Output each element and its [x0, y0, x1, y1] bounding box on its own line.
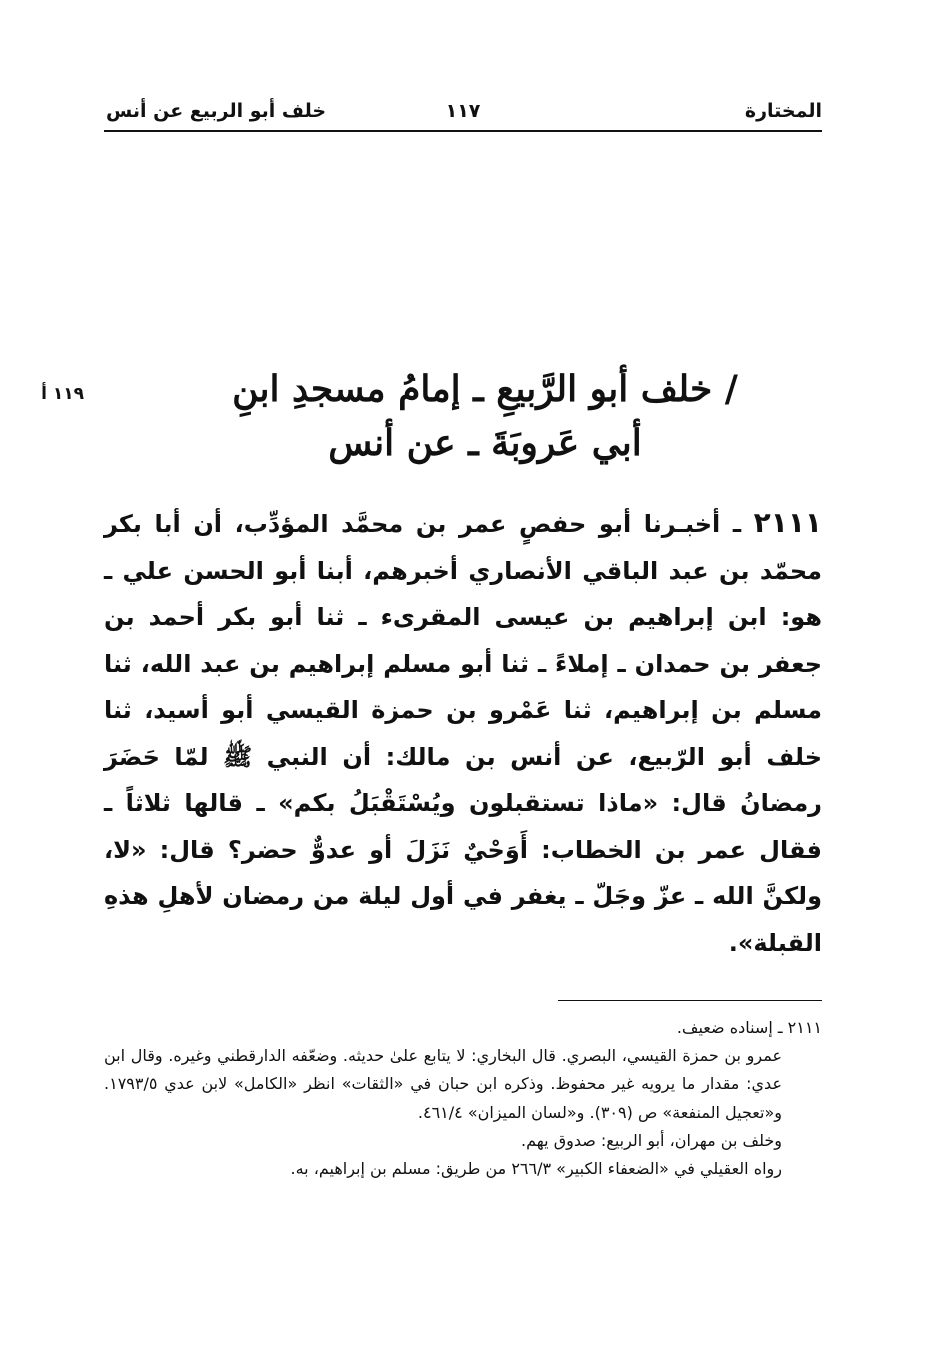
footnote-head: ٢١١١ ـ إسناده ضعيف. — [676, 1018, 822, 1037]
footnote-paragraph: عمرو بن حمزة القيسي، البصري. قال البخاري: لا يتابع علىٰ حديثه. وضعّفه الدارقطني وغيره. وقال ابن عدي: مقدار ما يرويه غير محفوظ. وذكره ابن حبان في «الثقات» انظر «الكامل» لابن عدي ١٧٩٣/٥. و«تعجيل المنفعة» ص (٣٠٩). و«لسان الميزان» ٤٦١/٤. — [104, 1046, 782, 1122]
hadith-body: ـ أخبـرنا أبو حفصٍ عمر بن محمَّد المؤدِّب، أن أبا بكر محمّد بن عبد الباقي الأنصاري أخبرهم، أبنا أبو الحسن علي ـ هو: ابن إبراهيم بن عيسى المقرىء ـ ثنا أبو بكر أحمد بن جعفر بن حمدان ـ إملاءً ـ ثنا أبو مسلم إبراهيم بن عبد الله، ثنا مسلم بن إبراهيم، ثنا عَمْرو بن حمزة القيسي أبو أسيد، ثنا خلف أبو الرّبيع، عن أنس بن مالك: أن النبي ﷺ لمّا حَضَرَ رمضانُ قال: «ماذا تستقبلون ويُسْتَقْبَلُ بكم» ـ قالها ثلاثاً ـ فقال عمر بن الخطاب: أَوَحْيٌ نَزَلَ أو عدوٌّ حضر؟ قال: «لا، ولكنَّ الله ـ عزّ وجَلّ ـ يغفر في أول ليلة من رمضان لأهلِ هذهِ القبلة». — [104, 510, 822, 957]
section-title — [230, 362, 740, 470]
page-number: ١١٧ — [445, 100, 481, 122]
section-title-line-1: / خلف أبو الرَّبيعِ ـ إمامُ مسجدِ ابنِ — [232, 368, 738, 410]
margin-reference: ١١٩ أ — [41, 384, 84, 404]
footnotes — [104, 1014, 822, 1183]
hadith-number: ٢١١١ — [753, 506, 823, 539]
section-title-line-2: أبي عَروبَةَ ـ عن أنس — [328, 422, 642, 464]
hadith-text — [104, 500, 822, 966]
header-rule — [104, 130, 822, 132]
running-header — [104, 96, 822, 136]
section-header: خلف أبو الربيع عن أنس — [106, 100, 327, 122]
footnote-paragraph: رواه العقيلي في «الضعفاء الكبير» ٢٦٦/٣ من طريق: مسلم بن إبراهيم، به. — [290, 1159, 782, 1179]
footnote-paragraph: وخلف بن مهران، أبو الربيع: صدوق يهم. — [521, 1130, 782, 1150]
book-title: المختارة — [744, 100, 822, 122]
footnote-rule — [558, 1000, 822, 1001]
